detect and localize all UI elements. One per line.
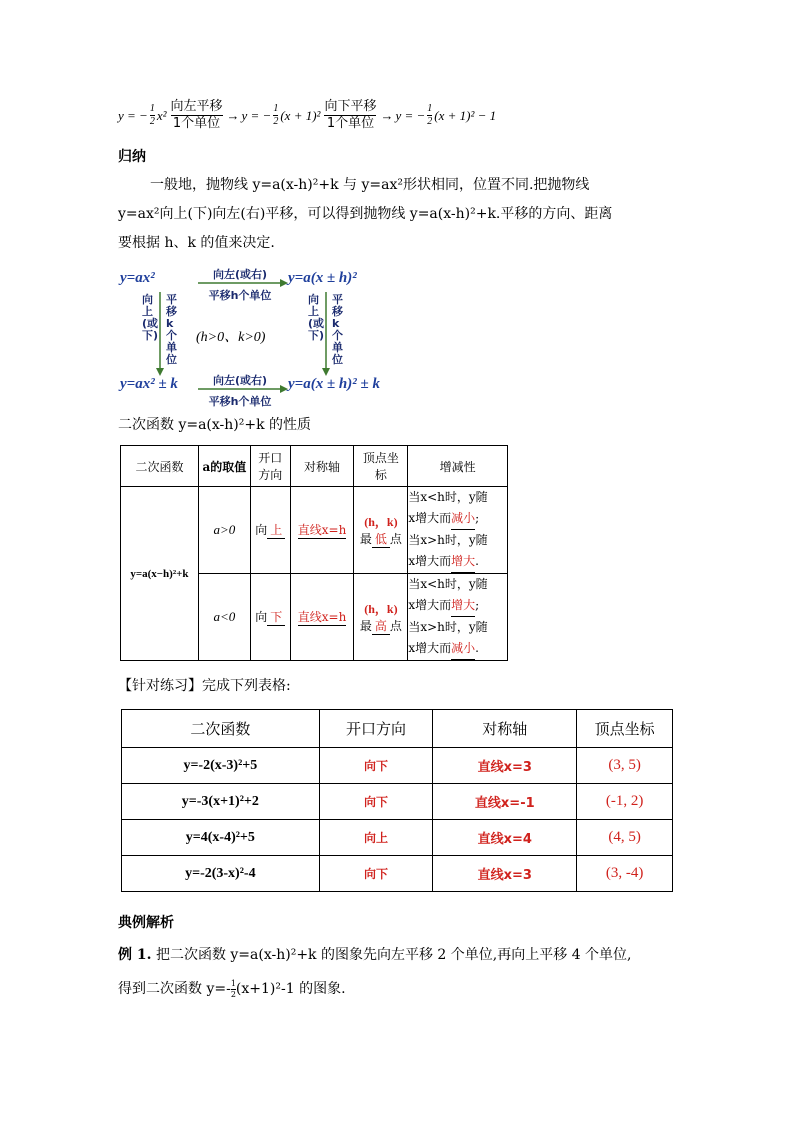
v-arrow-label-2: 平移k个单位 [332,293,343,366]
summary-heading: 归纳 [118,149,146,165]
vertex-cell: (4, 5) [577,820,673,856]
table-row [122,748,673,784]
open-answer: 下 [267,608,285,626]
header-cell: 对称轴 [290,446,354,487]
formula-part1-end: x² [156,107,167,123]
practice-table [121,709,673,892]
table-row [122,856,673,892]
properties-title: 二次函数 y=a(x-h)²+k 的性质 [118,417,312,433]
function-cell: y=-3(x+1)²+2 [122,784,320,820]
practice-title: 【针对练习】完成下列表格: [118,678,291,694]
monotonicity-cell: 当x<h时，y随 x增大而减小; 当x>h时，y随 x增大而增大. [408,487,508,574]
axis-cell: 直线x=3 [433,748,577,784]
summary-line-1: 一般地，抛物线 y=a(x-h)²+k 与 y=ax²形状相同，位置不同.把抛物线 [150,177,590,193]
function-cell: y=a(x−h)²+k [121,487,199,661]
translation-diagram [118,266,418,408]
axis-cell: 直线x=h [290,487,354,574]
v-arrow-label-1: 向上(或下) [142,293,159,342]
header-cell: 顶点坐标 [577,710,673,748]
vertex-cell: (3, -4) [577,856,673,892]
example-label: 例 1. [118,947,152,963]
open-cell: 向下 [319,748,433,784]
open-cell: 向 下 [250,574,290,661]
formula-part2-end: (x + 1)² [280,107,321,123]
axis-cell: 直线x=-1 [433,784,577,820]
vertex-cell: (3, 5) [577,748,673,784]
example-line-1: 例 1. 把二次函数 y=a(x-h)²+k 的图象先向左平移 2 个单位,再向上平移 4 个单位, [118,947,632,963]
arrow-down-icon [155,292,165,376]
table-header-row [121,446,508,487]
header-cell: 对称轴 [433,710,577,748]
vertex-cell: (h，k) 最 高 点 [354,574,408,661]
a-value-cell: a<0 [198,574,250,661]
header-cell: 开口方向 [319,710,433,748]
diagram-bottom-right: y=a(x ± h)² ± k [288,376,380,392]
h-arrow-bottom-label: 平移h个单位 [208,289,272,302]
vertex-cell: (h，k) 最 低 点 [354,487,408,574]
formula-part2: y = − [241,107,272,123]
arrow-down-icon [321,292,331,376]
table-header-row [122,710,673,748]
arrow-right-icon [198,384,288,394]
formula-line [118,100,496,132]
table-row [122,820,673,856]
fraction: $\frac{1}{2}$ [273,103,279,128]
diagram-condition: (h>0、k>0) [196,330,266,345]
h-arrow-bottom-label: 平移h个单位 [208,395,272,408]
header-cell: 二次函数 [121,446,199,487]
arrow-right-icon [198,278,288,288]
h-arrow-top-label: 向左(或右) [212,374,268,387]
header-cell: 开口方向 [250,446,290,487]
axis-cell: 直线x=4 [433,820,577,856]
diagram-top-left: y=ax² [120,270,155,286]
summary-line-2: y=ax²向上(下)向左(右)平移，可以得到抛物线 y=a(x-h)²+k.平移的方向、距离 [118,206,613,222]
function-cell: y=-2(3-x)²-4 [122,856,320,892]
fraction: $\frac{1}{2}$ [427,103,433,128]
open-answer: 上 [267,521,285,539]
header-cell: 顶点坐标 [354,446,408,487]
diagram-bottom-left: y=ax² ± k [120,376,178,392]
summary-line-3: 要根据 h、k 的值来决定. [118,235,275,251]
monotonicity-cell: 当x<h时，y随 x增大而增大; 当x>h时，y随 x增大而减小. [408,574,508,661]
shift-left-label: 向左平移 1个单位 [170,99,223,132]
arrow-right-icon: → [380,107,394,123]
formula-part3-end: (x + 1)² − 1 [434,107,497,123]
v-arrow-label-1: 向上(或下) [308,293,325,342]
table-row [122,784,673,820]
function-cell: y=4(x-4)²+5 [122,820,320,856]
formula-part3: y = − [395,107,426,123]
shift-down-label: 向下平移 1个单位 [324,99,377,132]
axis-cell: 直线x=3 [433,856,577,892]
open-cell: 向下 [319,856,433,892]
table-row [121,487,508,574]
example-heading: 典例解析 [118,915,174,931]
formula-part1: y = − [118,107,148,123]
header-cell: 二次函数 [122,710,320,748]
v-arrow-label-2: 平移k个单位 [166,293,177,366]
open-cell: 向 上 [250,487,290,574]
a-value-cell: a>0 [198,487,250,574]
function-cell: y=-2(x-3)²+5 [122,748,320,784]
vertex-cell: (-1, 2) [577,784,673,820]
arrow-right-icon: → [226,107,240,123]
open-cell: 向下 [319,784,433,820]
h-arrow-top-label: 向左(或右) [212,268,268,281]
axis-cell: 直线x=h [290,574,354,661]
open-cell: 向上 [319,820,433,856]
properties-table [120,445,508,661]
fraction: $\frac{1}{2}$ [230,979,236,999]
diagram-top-right: y=a(x ± h)² [288,270,357,286]
header-cell: 增减性 [408,446,508,487]
header-cell: a的取值 [198,446,250,487]
fraction: $\frac{1}{2}$ [149,103,155,128]
example-line-2: 得到二次函数 y=- $\frac{1}{2}$ (x+1)²-1 的图象. [118,979,346,999]
